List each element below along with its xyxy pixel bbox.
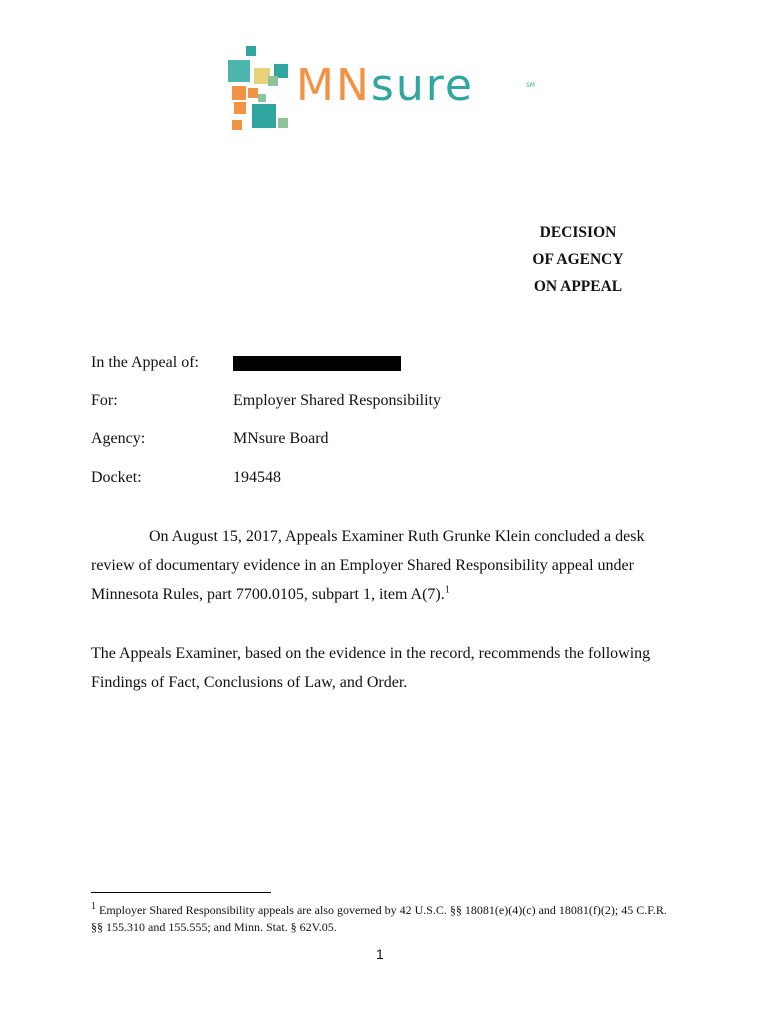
body-paragraph-1 bbox=[91, 522, 681, 609]
logo-sure-text: sure bbox=[370, 60, 474, 111]
mnsure-logo bbox=[222, 42, 542, 142]
footnote-number: 1 bbox=[91, 901, 96, 912]
page-number: 1 bbox=[376, 946, 384, 962]
footnote-divider bbox=[91, 892, 271, 893]
for-label: For: bbox=[91, 392, 118, 409]
footnote-text: Employer Shared Responsibility appeals are also governed by 42 U.S.C. §§ 18081(e)(4)(c) and 18081(f)(2); 45 C.F.R. §§ 155.310 and 155.555; and Minn. Stat. § 62V.05. bbox=[91, 903, 667, 934]
footnote-ref[interactable]: 1 bbox=[444, 584, 450, 596]
logo-mn-text: MN bbox=[296, 60, 371, 111]
appeal-of-label: In the Appeal of: bbox=[91, 354, 199, 371]
for-value: Employer Shared Responsibility bbox=[233, 392, 441, 409]
footnote bbox=[91, 902, 671, 936]
paragraph-1-text: On August 15, 2017, Appeals Examiner Ruth Grunke Klein concluded a desk review of documentary evidence in an Employer Shared Responsibility appeal under Minnesota Rules, part 7700.0105, subpart 1, item A(7). bbox=[91, 528, 645, 603]
redaction-bar bbox=[233, 356, 401, 371]
heading-line-3: ON APPEAL bbox=[533, 278, 623, 295]
heading-line-1: DECISION bbox=[539, 224, 617, 241]
body-paragraph-2: The Appeals Examiner, based on the evidence in the record, recommends the following Findings of Fact, Conclusions of Law, and Order. bbox=[91, 645, 651, 691]
document-heading bbox=[528, 223, 628, 304]
service-mark: SM bbox=[526, 82, 535, 89]
agency-label: Agency: bbox=[91, 430, 146, 447]
agency-value: MNsure Board bbox=[233, 430, 329, 447]
docket-value: 194548 bbox=[233, 469, 281, 486]
docket-label: Docket: bbox=[91, 469, 142, 486]
logo-squares-icon bbox=[222, 42, 296, 142]
heading-line-2: OF AGENCY bbox=[532, 251, 624, 268]
logo-wordmark bbox=[296, 60, 474, 111]
